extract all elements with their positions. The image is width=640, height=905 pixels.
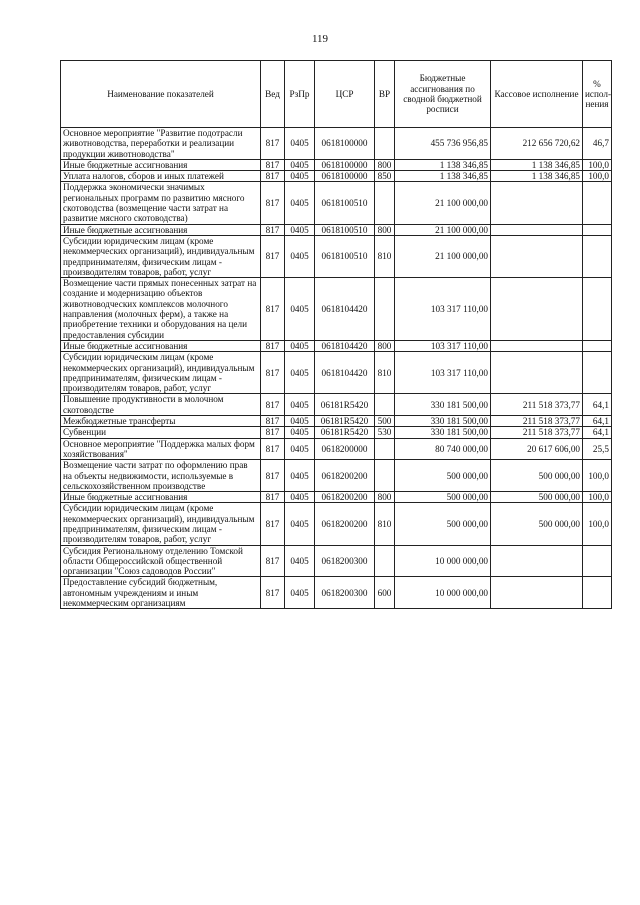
cell-ved: 817 — [261, 128, 285, 160]
cell-percent: 100,0 — [583, 492, 612, 503]
cell-cash: 1 138 346,85 — [491, 171, 583, 182]
cell-vr: 800 — [375, 492, 395, 503]
cell-percent — [583, 545, 612, 577]
cell-rzpr: 0405 — [285, 159, 315, 170]
cell-name: Субвенции — [61, 427, 261, 438]
cell-rzpr: 0405 — [285, 438, 315, 460]
cell-rzpr: 0405 — [285, 340, 315, 351]
cell-ved: 817 — [261, 171, 285, 182]
table-row — [61, 460, 612, 492]
cell-percent: 100,0 — [583, 503, 612, 545]
cell-assigned: 500 000,00 — [395, 492, 491, 503]
cell-vr — [375, 438, 395, 460]
table-row — [61, 278, 612, 341]
cell-name: Иные бюджетные ассигнования — [61, 224, 261, 235]
cell-percent: 100,0 — [583, 159, 612, 170]
cell-rzpr: 0405 — [285, 171, 315, 182]
cell-assigned: 1 138 346,85 — [395, 159, 491, 170]
header-csr: ЦСР — [315, 61, 375, 128]
table-row — [61, 235, 612, 277]
cell-vr: 810 — [375, 352, 395, 394]
cell-vr: 810 — [375, 235, 395, 277]
header-vr: ВР — [375, 61, 395, 128]
table-row — [61, 394, 612, 416]
cell-percent — [583, 577, 612, 609]
cell-cash: 211 518 373,77 — [491, 416, 583, 427]
cell-rzpr: 0405 — [285, 545, 315, 577]
cell-rzpr: 0405 — [285, 503, 315, 545]
cell-assigned: 21 100 000,00 — [395, 224, 491, 235]
cell-ved: 817 — [261, 224, 285, 235]
cell-cash: 20 617 606,00 — [491, 438, 583, 460]
cell-percent — [583, 224, 612, 235]
cell-assigned: 103 317 110,00 — [395, 340, 491, 351]
cell-percent: 100,0 — [583, 171, 612, 182]
table-row — [61, 128, 612, 160]
cell-cash — [491, 182, 583, 224]
table-row — [61, 577, 612, 609]
cell-ved: 817 — [261, 503, 285, 545]
cell-vr: 800 — [375, 159, 395, 170]
cell-csr: 0618200200 — [315, 460, 375, 492]
cell-rzpr: 0405 — [285, 427, 315, 438]
cell-name: Субсидии юридическим лицам (кроме некоммерческих организаций), индивидуальным предпринимателям, физическим лицам - производителям товаров, работ, услуг — [61, 503, 261, 545]
cell-assigned: 10 000 000,00 — [395, 545, 491, 577]
header-ved: Вед — [261, 61, 285, 128]
table-row — [61, 340, 612, 351]
cell-vr: 800 — [375, 224, 395, 235]
cell-name: Основное мероприятие "Развитие подотрасли животноводства, переработки и реализации продукции животноводства" — [61, 128, 261, 160]
header-rzpr: РзПр — [285, 61, 315, 128]
cell-cash — [491, 545, 583, 577]
cell-vr — [375, 182, 395, 224]
cell-csr: 0618200300 — [315, 577, 375, 609]
cell-percent: 64,1 — [583, 427, 612, 438]
cell-name: Предоставление субсидий бюджетным, автономным учреждениям и иным некоммерческим организациям — [61, 577, 261, 609]
table-row — [61, 545, 612, 577]
cell-cash: 211 518 373,77 — [491, 394, 583, 416]
cell-assigned: 80 740 000,00 — [395, 438, 491, 460]
cell-assigned: 455 736 956,85 — [395, 128, 491, 160]
cell-cash — [491, 224, 583, 235]
cell-rzpr: 0405 — [285, 492, 315, 503]
cell-name: Иные бюджетные ассигнования — [61, 492, 261, 503]
cell-csr: 0618200200 — [315, 503, 375, 545]
cell-vr: 600 — [375, 577, 395, 609]
cell-ved: 817 — [261, 460, 285, 492]
table-row — [61, 438, 612, 460]
cell-cash — [491, 235, 583, 277]
header-cash: Кассовое исполнение — [491, 61, 583, 128]
cell-vr: 800 — [375, 340, 395, 351]
cell-percent — [583, 340, 612, 351]
table-row — [61, 492, 612, 503]
cell-ved: 817 — [261, 278, 285, 341]
cell-csr: 06181R5420 — [315, 416, 375, 427]
cell-rzpr: 0405 — [285, 278, 315, 341]
cell-csr: 0618100510 — [315, 182, 375, 224]
cell-csr: 0618104420 — [315, 340, 375, 351]
cell-name: Иные бюджетные ассигнования — [61, 340, 261, 351]
header-percent: % испол-нения — [583, 61, 612, 128]
cell-csr: 0618100510 — [315, 224, 375, 235]
table-row — [61, 224, 612, 235]
table-row — [61, 352, 612, 394]
cell-assigned: 330 181 500,00 — [395, 394, 491, 416]
cell-rzpr: 0405 — [285, 460, 315, 492]
cell-ved: 817 — [261, 416, 285, 427]
header-row — [61, 61, 612, 128]
cell-vr: 500 — [375, 416, 395, 427]
header-name: Наименование показателей — [61, 61, 261, 128]
cell-name: Межбюджетные трансферты — [61, 416, 261, 427]
cell-assigned: 103 317 110,00 — [395, 278, 491, 341]
cell-name: Возмещение части затрат по оформлению прав на объекты недвижимости, используемые в сельскохозяйственном производстве — [61, 460, 261, 492]
cell-ved: 817 — [261, 235, 285, 277]
cell-ved: 817 — [261, 427, 285, 438]
cell-ved: 817 — [261, 340, 285, 351]
cell-cash: 1 138 346,85 — [491, 159, 583, 170]
header-assigned: Бюджетные ассигнования по сводной бюджетной росписи — [395, 61, 491, 128]
cell-cash — [491, 340, 583, 351]
cell-name: Поддержка экономически значимых региональных программ по развитию мясного скотоводства (возмещение части затрат на развитие мясного скотоводства) — [61, 182, 261, 224]
cell-assigned: 21 100 000,00 — [395, 235, 491, 277]
cell-rzpr: 0405 — [285, 352, 315, 394]
cell-name: Возмещение части прямых понесенных затрат на создание и модернизацию объектов животноводческих комплексов молочного направления (молочных ферм), а также на приобретение техники и оборудования на цели предоставления субсидии — [61, 278, 261, 341]
cell-ved: 817 — [261, 438, 285, 460]
cell-vr: 810 — [375, 503, 395, 545]
cell-cash: 500 000,00 — [491, 503, 583, 545]
cell-vr — [375, 128, 395, 160]
cell-assigned: 330 181 500,00 — [395, 427, 491, 438]
cell-vr — [375, 545, 395, 577]
cell-ved: 817 — [261, 182, 285, 224]
cell-rzpr: 0405 — [285, 128, 315, 160]
cell-cash: 212 656 720,62 — [491, 128, 583, 160]
budget-table — [60, 60, 612, 609]
table-row — [61, 503, 612, 545]
cell-cash: 211 518 373,77 — [491, 427, 583, 438]
cell-csr: 0618104420 — [315, 278, 375, 341]
cell-name: Уплата налогов, сборов и иных платежей — [61, 171, 261, 182]
cell-name: Основное мероприятие "Поддержка малых форм хозяйствования" — [61, 438, 261, 460]
cell-cash — [491, 577, 583, 609]
cell-rzpr: 0405 — [285, 394, 315, 416]
cell-rzpr: 0405 — [285, 577, 315, 609]
cell-csr: 0618100000 — [315, 171, 375, 182]
cell-ved: 817 — [261, 159, 285, 170]
cell-assigned: 1 138 346,85 — [395, 171, 491, 182]
cell-csr: 06181R5420 — [315, 427, 375, 438]
cell-name: Субсидия Региональному отделению Томской области Общероссийской общественной организации "Союз садоводов России" — [61, 545, 261, 577]
table-row — [61, 159, 612, 170]
cell-ved: 817 — [261, 577, 285, 609]
cell-csr: 0618100000 — [315, 128, 375, 160]
table-row — [61, 416, 612, 427]
cell-csr: 0618200300 — [315, 545, 375, 577]
cell-ved: 817 — [261, 394, 285, 416]
cell-rzpr: 0405 — [285, 416, 315, 427]
cell-name: Субсидии юридическим лицам (кроме некоммерческих организаций), индивидуальным предпринимателям, физическим лицам - производителям товаров, работ, услуг — [61, 235, 261, 277]
table-row — [61, 171, 612, 182]
cell-csr: 0618104420 — [315, 352, 375, 394]
cell-cash — [491, 278, 583, 341]
cell-cash — [491, 352, 583, 394]
cell-assigned: 21 100 000,00 — [395, 182, 491, 224]
cell-assigned: 500 000,00 — [395, 460, 491, 492]
cell-cash: 500 000,00 — [491, 492, 583, 503]
cell-ved: 817 — [261, 352, 285, 394]
cell-vr: 850 — [375, 171, 395, 182]
cell-name: Иные бюджетные ассигнования — [61, 159, 261, 170]
cell-name: Субсидии юридическим лицам (кроме некоммерческих организаций), индивидуальным предпринимателям, физическим лицам - производителям товаров, работ, услуг — [61, 352, 261, 394]
cell-percent: 46,7 — [583, 128, 612, 160]
cell-assigned: 103 317 110,00 — [395, 352, 491, 394]
cell-rzpr: 0405 — [285, 182, 315, 224]
cell-percent: 64,1 — [583, 394, 612, 416]
cell-ved: 817 — [261, 492, 285, 503]
cell-csr: 06181R5420 — [315, 394, 375, 416]
cell-assigned: 500 000,00 — [395, 503, 491, 545]
cell-percent — [583, 352, 612, 394]
cell-assigned: 330 181 500,00 — [395, 416, 491, 427]
cell-assigned: 10 000 000,00 — [395, 577, 491, 609]
cell-csr: 0618100000 — [315, 159, 375, 170]
cell-ved: 817 — [261, 545, 285, 577]
cell-csr: 0618200000 — [315, 438, 375, 460]
page-number: 119 — [311, 33, 329, 45]
cell-rzpr: 0405 — [285, 224, 315, 235]
cell-percent — [583, 235, 612, 277]
cell-csr: 0618200200 — [315, 492, 375, 503]
cell-vr — [375, 394, 395, 416]
cell-rzpr: 0405 — [285, 235, 315, 277]
table-row — [61, 427, 612, 438]
cell-vr — [375, 460, 395, 492]
table-row — [61, 182, 612, 224]
cell-name: Повышение продуктивности в молочном скотоводстве — [61, 394, 261, 416]
cell-percent — [583, 278, 612, 341]
cell-percent: 25,5 — [583, 438, 612, 460]
cell-vr: 530 — [375, 427, 395, 438]
cell-cash: 500 000,00 — [491, 460, 583, 492]
cell-percent: 100,0 — [583, 460, 612, 492]
cell-csr: 0618100510 — [315, 235, 375, 277]
cell-percent — [583, 182, 612, 224]
cell-vr — [375, 278, 395, 341]
cell-percent: 64,1 — [583, 416, 612, 427]
